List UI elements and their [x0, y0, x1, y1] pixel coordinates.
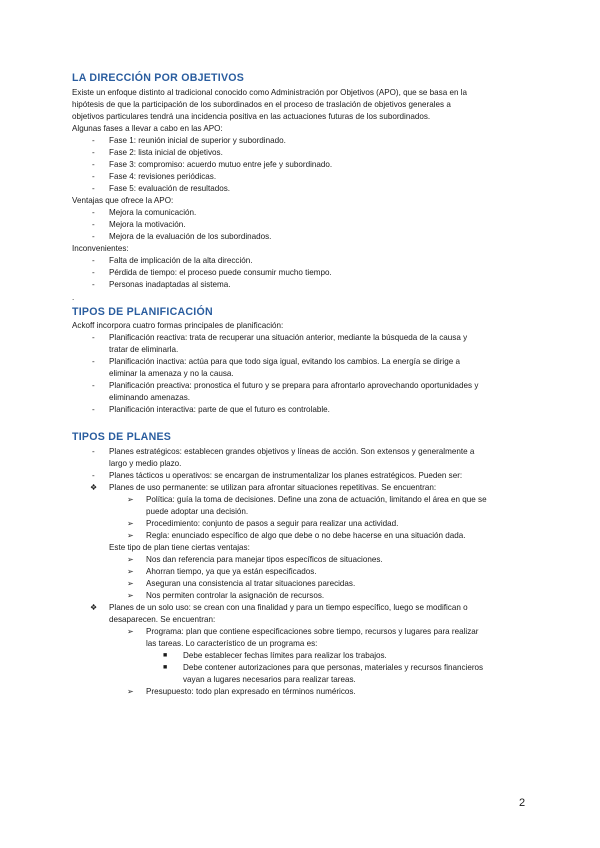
plan-advantage: Aseguran una consistencia al tratar situaciones parecidas. — [146, 579, 356, 588]
plans-tactical: Planes tácticos u operativos: se encargan de instrumentalizar los planes estratégicos. Pueden ser: — [109, 471, 463, 480]
dash-bullet: - — [92, 333, 95, 342]
diamond-bullet-icon: ❖ — [90, 483, 98, 492]
square-bullet-icon: ■ — [163, 652, 168, 659]
planning-item: Planificación preactiva: pronostica el futuro y se prepara para afrontarlo aprovechando oportunidades y — [109, 381, 479, 390]
budget-item: Presupuesto: todo plan expresado en términos numéricos. — [146, 687, 356, 696]
program-item: las tareas. Lo característico de un programa es: — [146, 639, 318, 648]
permanent-plans: Planes de uso permanente: se utilizan para afrontar situaciones repetitivas. Se encuentran: — [109, 483, 437, 492]
plan-advantage: Ahorran tiempo, ya que ya están especificados. — [146, 567, 317, 576]
drawback-item: Pérdida de tiempo: el proceso puede consumir mucho tiempo. — [109, 268, 332, 277]
phase-item: Fase 3: compromiso: acuerdo mutuo entre jefe y subordinado. — [109, 160, 333, 169]
dash-bullet: - — [92, 280, 95, 289]
arrow-bullet-icon: ➢ — [127, 519, 134, 528]
dash-bullet: - — [92, 268, 95, 277]
drawback-item: Falta de implicación de la alta dirección. — [109, 256, 253, 265]
apo-intro-line: hipótesis de que la participación de los subordinados en el proceso de traslación de objetivos generales a — [72, 100, 451, 109]
plan-advantage: Nos permiten controlar la asignación de recursos. — [146, 591, 325, 600]
program-point: Debe establecer fechas límites para realizar los trabajos. — [183, 651, 387, 660]
advantages-label: Ventajas que ofrece la APO: — [72, 196, 174, 205]
dash-bullet: - — [92, 405, 95, 414]
advantage-item: Mejora la comunicación. — [109, 208, 197, 217]
page-number: 2 — [519, 797, 526, 809]
arrow-bullet-icon: ➢ — [127, 627, 134, 636]
plan-advantage: Nos dan referencia para manejar tipos específicos de situaciones. — [146, 555, 383, 564]
drawbacks-label: Inconvenientes: — [72, 244, 129, 253]
planning-item: eliminar la amenaza y no la causa. — [109, 369, 234, 378]
dash-bullet: - — [92, 208, 95, 217]
program-point: Debe contener autorizaciones para que personas, materiales y recursos financieros — [183, 663, 484, 672]
arrow-bullet-icon: ➢ — [127, 495, 134, 504]
dash-bullet: - — [92, 471, 95, 480]
single-use-plans: desaparecen. Se encuentran: — [109, 615, 216, 624]
arrow-bullet-icon: ➢ — [127, 555, 134, 564]
drawback-item: Personas inadaptadas al sistema. — [109, 280, 231, 289]
permanent-item: Procedimiento: conjunto de pasos a seguir para realizar una actividad. — [146, 519, 399, 528]
dash-bullet: - — [92, 256, 95, 265]
arrow-bullet-icon: ➢ — [127, 687, 134, 696]
arrow-bullet-icon: ➢ — [127, 531, 134, 540]
dash-bullet: - — [92, 220, 95, 229]
planning-item: Planificación inactiva: actúa para que todo siga igual, evitando los cambios. La energía se dirige a — [109, 357, 460, 366]
advantage-item: Mejora de la evaluación de los subordinados. — [109, 232, 272, 241]
phase-item: Fase 4: revisiones periódicas. — [109, 172, 217, 181]
square-bullet-icon: ■ — [163, 664, 168, 671]
single-use-plans: Planes de un solo uso: se crean con una finalidad y para un tiempo específico, luego se modifican o — [109, 603, 468, 612]
planning-item: Planificación reactiva: trata de recuperar una situación anterior, mediante la búsqueda de la causa y — [109, 333, 468, 342]
advantage-item: Mejora la motivación. — [109, 220, 186, 229]
phase-item: Fase 1: reunión inicial de superior y subordinado. — [109, 136, 286, 145]
plans-strategic: largo y medio plazo. — [109, 459, 182, 468]
program-item: Programa: plan que contiene especificaciones sobre tiempo, recursos y lugares para realizar — [146, 627, 479, 636]
arrow-bullet-icon: ➢ — [127, 591, 134, 600]
phase-item: Fase 2: lista inicial de objetivos. — [109, 148, 223, 157]
planning-intro: Ackoff incorpora cuatro formas principales de planificación: — [72, 321, 284, 330]
apo-intro-line: Existe un enfoque distinto al tradicional conocido como Administración por Objetivos (APO), que se basa en la — [72, 88, 468, 97]
dash-bullet: - — [92, 148, 95, 157]
phases-label: Algunas fases a llevar a cabo en las APO: — [72, 124, 223, 133]
dash-bullet: - — [92, 136, 95, 145]
program-point: vayan a lugares necesarios para realizar tareas. — [183, 675, 356, 684]
section-title-plans: TIPOS DE PLANES — [72, 431, 172, 443]
dash-bullet: - — [92, 184, 95, 193]
stray-dot: . — [72, 293, 75, 302]
arrow-bullet-icon: ➢ — [127, 567, 134, 576]
dash-bullet: - — [92, 172, 95, 181]
diamond-bullet-icon: ❖ — [90, 603, 98, 612]
arrow-bullet-icon: ➢ — [127, 579, 134, 588]
dash-bullet: - — [92, 232, 95, 241]
planning-item: eliminando amenazas. — [109, 393, 190, 402]
apo-intro-line: objetivos particulares tendrá una incidencia positiva en las actuaciones futuras de los subordinados. — [72, 112, 431, 121]
section-title-planning: TIPOS DE PLANIFICACIÓN — [72, 306, 213, 318]
permanent-item: Regla: enunciado específico de algo que debe o no debe hacerse en una situación dada. — [146, 531, 466, 540]
planning-item: tratar de eliminarla. — [109, 345, 179, 354]
plans-strategic: Planes estratégicos: establecen grandes objetivos y líneas de acción. Son extensos y generalmente a — [109, 447, 475, 456]
phase-item: Fase 5: evaluación de resultados. — [109, 184, 231, 193]
permanent-item: puede adoptar una decisión. — [146, 507, 249, 516]
planning-item: Planificación interactiva: parte de que el futuro es controlable. — [109, 405, 330, 414]
dash-bullet: - — [92, 447, 95, 456]
permanent-item: Política: guía la toma de decisiones. Define una zona de actuación, limitando el área en que se — [146, 495, 487, 504]
section-title-apo: LA DIRECCIÓN POR OBJETIVOS — [72, 72, 245, 84]
dash-bullet: - — [92, 357, 95, 366]
dash-bullet: - — [92, 381, 95, 390]
advantages-intro: Este tipo de plan tiene ciertas ventajas: — [109, 543, 250, 552]
dash-bullet: - — [92, 160, 95, 169]
